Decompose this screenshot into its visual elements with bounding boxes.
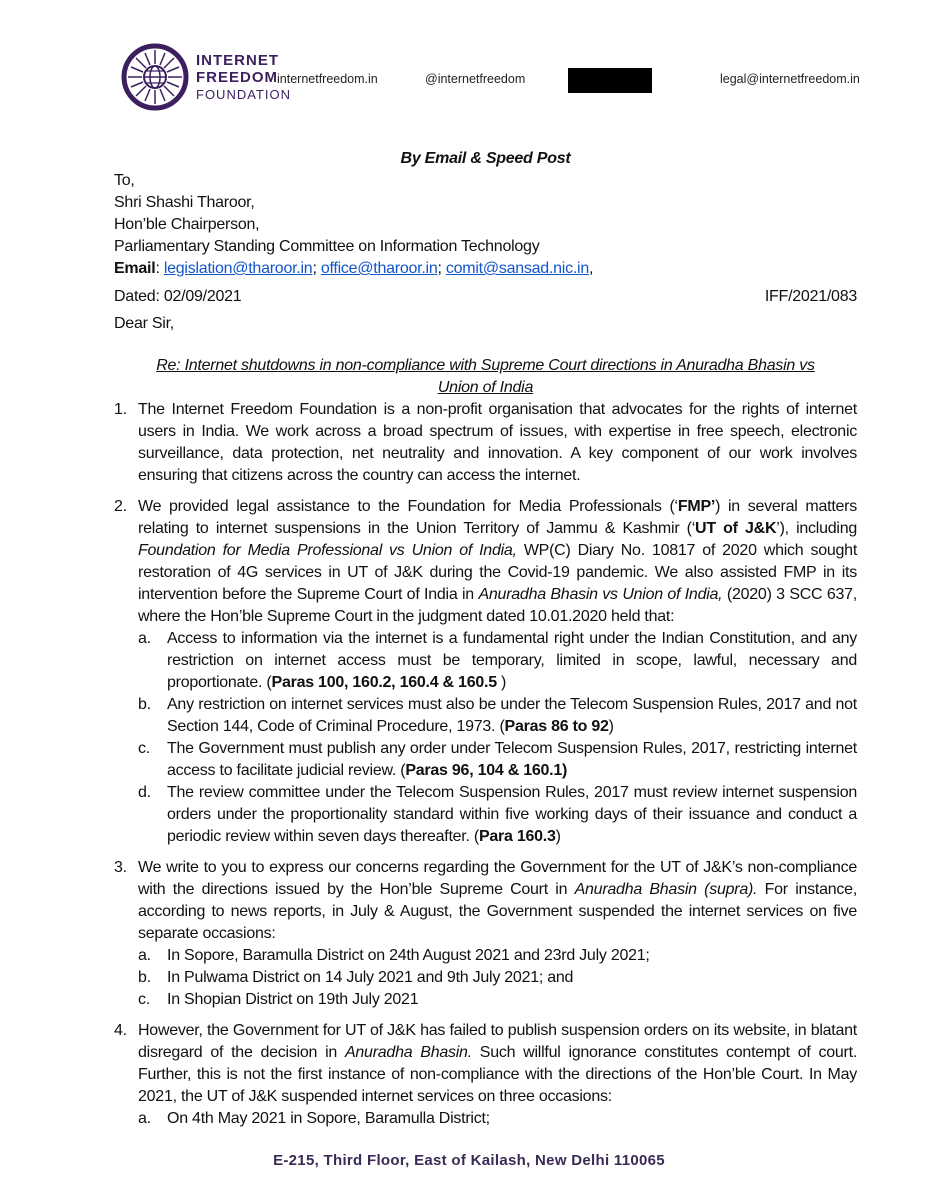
paragraph-text xyxy=(138,1020,857,1130)
email-line: Email: legislation@tharoor.in; office@tharoor.in; comit@sansad.nic.in, xyxy=(114,260,594,277)
brand-line: FREEDOM xyxy=(196,69,278,86)
paragraph-number: 2. xyxy=(114,498,127,515)
email-link[interactable]: legislation@tharoor.in xyxy=(163,260,313,277)
letterhead xyxy=(120,40,880,112)
sub-item xyxy=(138,989,857,1011)
sub-item-letter: a. xyxy=(138,1110,151,1127)
text-segment: On 4th May 2021 in Sopore, Baramulla District; xyxy=(167,1110,490,1127)
numbered-paragraphs xyxy=(114,399,857,1130)
text-segment: Foundation for Media Professional vs Union of India, xyxy=(138,542,517,559)
sub-item xyxy=(138,628,857,694)
numbered-paragraph xyxy=(114,1020,857,1130)
text-segment: Anuradha Bhasin (supra). xyxy=(574,881,758,898)
text-segment: Access to information via the internet is a fundamental right under the Indian Constitution, and any restriction on internet access must be temporary, limited in scope, lawful, necessary and proportionate. ( xyxy=(167,630,857,691)
paragraph-text xyxy=(138,857,857,1011)
sub-item-letter: d. xyxy=(138,784,151,801)
text-segment: ’), including xyxy=(776,520,858,537)
text-segment: Paras 96, 104 & 160.1) xyxy=(405,762,568,779)
delivery-method: By Email & Speed Post xyxy=(400,150,571,167)
text-segment: ) in several matters relating to internet suspensions in the Union Territory of Jammu & Kashmir (‘ xyxy=(138,498,857,537)
text-segment: In Shopian District on 19th July 2021 xyxy=(167,991,419,1008)
subject-line: Re: Internet shutdowns in non-compliance with Supreme Court directions in Anuradha Bhasin vs xyxy=(156,357,815,374)
sub-item xyxy=(138,782,857,848)
recipient-name: Shri Shashi Tharoor, xyxy=(114,194,255,211)
sub-item-text xyxy=(167,694,857,738)
text-segment: FMP’ xyxy=(677,498,716,515)
brand-line: FOUNDATION xyxy=(196,87,291,102)
subject-line: Union of India xyxy=(437,379,534,396)
sub-item-text xyxy=(167,628,857,694)
text-segment: UT of J&K xyxy=(695,520,777,537)
footer-address: E-215, Third Floor, East of Kailash, New Delhi 110065 xyxy=(273,1152,665,1169)
paragraph-number: 4. xyxy=(114,1022,127,1039)
brand-line: INTERNET xyxy=(196,52,279,69)
text-segment: However, the Government for UT of J&K has failed to publish suspension orders on its website, in blatant disregard of the decision in xyxy=(138,1022,857,1061)
text-segment: Such willful ignorance constitutes contempt of court. Further, this is not the first instance of non-compliance with the directions of the Hon’ble Court. In May 2021, the UT of J&K suspended internet services on three occasions: xyxy=(138,1044,858,1105)
sub-item-letter: b. xyxy=(138,696,151,713)
paragraph-lead xyxy=(138,1020,857,1108)
text-segment: ) xyxy=(496,674,507,691)
to-line: To, xyxy=(114,172,135,189)
email-link[interactable]: office@tharoor.in xyxy=(320,260,438,277)
sub-item xyxy=(138,1108,857,1130)
numbered-paragraph xyxy=(114,496,857,848)
numbered-paragraph xyxy=(114,857,857,1011)
text-segment: We provided legal assistance to the Foundation for Media Professionals (‘ xyxy=(138,498,678,515)
sub-item-letter: c. xyxy=(138,991,150,1008)
text-segment: Para 160.3 xyxy=(478,828,556,845)
text-segment: The review committee under the Telecom Suspension Rules, 2017 must review internet suspension orders under the proportionality standard within five working days of their issuance and conduct a periodic review within seven days thereafter. ( xyxy=(167,784,857,845)
text-segment: (2020) 3 SCC 637, where the Hon’ble Supreme Court in the judgment dated 10.01.2020 held that: xyxy=(138,586,858,625)
sub-item-letter: a. xyxy=(138,947,151,964)
text-segment: The Government must publish any order under Telecom Suspension Rules, 2017, restricting internet access to facilitate judicial review. ( xyxy=(167,740,857,779)
paragraph-lead xyxy=(138,857,857,945)
sub-item xyxy=(138,945,857,967)
iff-logo-icon xyxy=(120,42,190,112)
text-segment: Paras 100, 160.2, 160.4 & 160.5 xyxy=(271,674,497,691)
text-segment: Paras 86 to 92 xyxy=(504,718,609,735)
sub-item-text xyxy=(167,782,857,848)
sub-item-text xyxy=(167,1108,857,1130)
email-link[interactable]: comit@sansad.nic.in xyxy=(445,260,589,277)
sub-item-letter: b. xyxy=(138,969,151,986)
sub-item-letter: c. xyxy=(138,740,150,757)
date: Dated: 02/09/2021 xyxy=(114,288,242,305)
text-segment: In Sopore, Baramulla District on 24th August 2021 and 23rd July 2021; xyxy=(167,947,650,964)
text-segment: WP(C) Diary No. 10817 of 2020 which sought restoration of 4G services in UT of J&K during the Covid-19 pandemic. We also assisted FMP in its intervention before the Supreme Court of India in xyxy=(138,542,858,603)
email-label: Email xyxy=(114,260,156,277)
text-segment: ) xyxy=(555,828,561,845)
website-link[interactable]: internetfreedom.in xyxy=(277,72,378,86)
sub-item xyxy=(138,738,857,782)
sub-item-text xyxy=(167,967,857,989)
text-segment: The Internet Freedom Foundation is a non-profit organisation that advocates for the rights of internet users in India. We work across a broad spectrum of issues, with expertise in free speech, electronic surveillance, data protection, net neutrality and innovation. A key component of our work involves ensuring that citizens across the country can access the internet. xyxy=(138,401,857,484)
sub-item-letter: a. xyxy=(138,630,151,647)
numbered-paragraph xyxy=(114,399,857,487)
salutation: Dear Sir, xyxy=(114,315,174,332)
paragraph-number: 1. xyxy=(114,401,127,418)
sub-item-text xyxy=(167,738,857,782)
recipient-org: Parliamentary Standing Committee on Information Technology xyxy=(114,238,540,255)
reference-number: IFF/2021/083 xyxy=(764,288,857,305)
social-handle[interactable]: @internetfreedom xyxy=(425,72,526,86)
text-segment: For instance, according to news reports, in July & August, the Government suspended the internet services on five separate occasions: xyxy=(138,881,858,942)
paragraph-text xyxy=(138,496,857,848)
date-ref-row xyxy=(114,286,857,308)
sub-item-text xyxy=(167,989,857,1011)
recipient-title: Hon’ble Chairperson, xyxy=(114,216,260,233)
text-segment: Anuradha Bhasin. xyxy=(344,1044,472,1061)
text-segment: We write to you to express our concerns regarding the Government for the UT of J&K’s non-compliance with the directions issued by the Hon’ble Supreme Court in xyxy=(138,859,857,898)
paragraph-number: 3. xyxy=(114,859,127,876)
letter-body xyxy=(114,148,857,1130)
legal-email-link[interactable]: legal@internetfreedom.in xyxy=(720,72,860,86)
text-segment: Anuradha Bhasin vs Union of India, xyxy=(478,586,723,603)
paragraph-lead xyxy=(138,496,857,628)
text-segment: Any restriction on internet services must also be under the Telecom Suspension Rules, 2017 and not Section 144, Code of Criminal Procedure, 1973. ( xyxy=(167,696,857,735)
sub-item xyxy=(138,694,857,738)
redacted-block xyxy=(568,68,652,93)
paragraph-lead xyxy=(138,399,857,487)
sub-item xyxy=(138,967,857,989)
subject xyxy=(114,355,857,399)
paragraph-text xyxy=(138,399,857,487)
text-segment: ) xyxy=(608,718,614,735)
text-segment: In Pulwama District on 14 July 2021 and 9th July 2021; and xyxy=(167,969,574,986)
sub-item-text xyxy=(167,945,857,967)
